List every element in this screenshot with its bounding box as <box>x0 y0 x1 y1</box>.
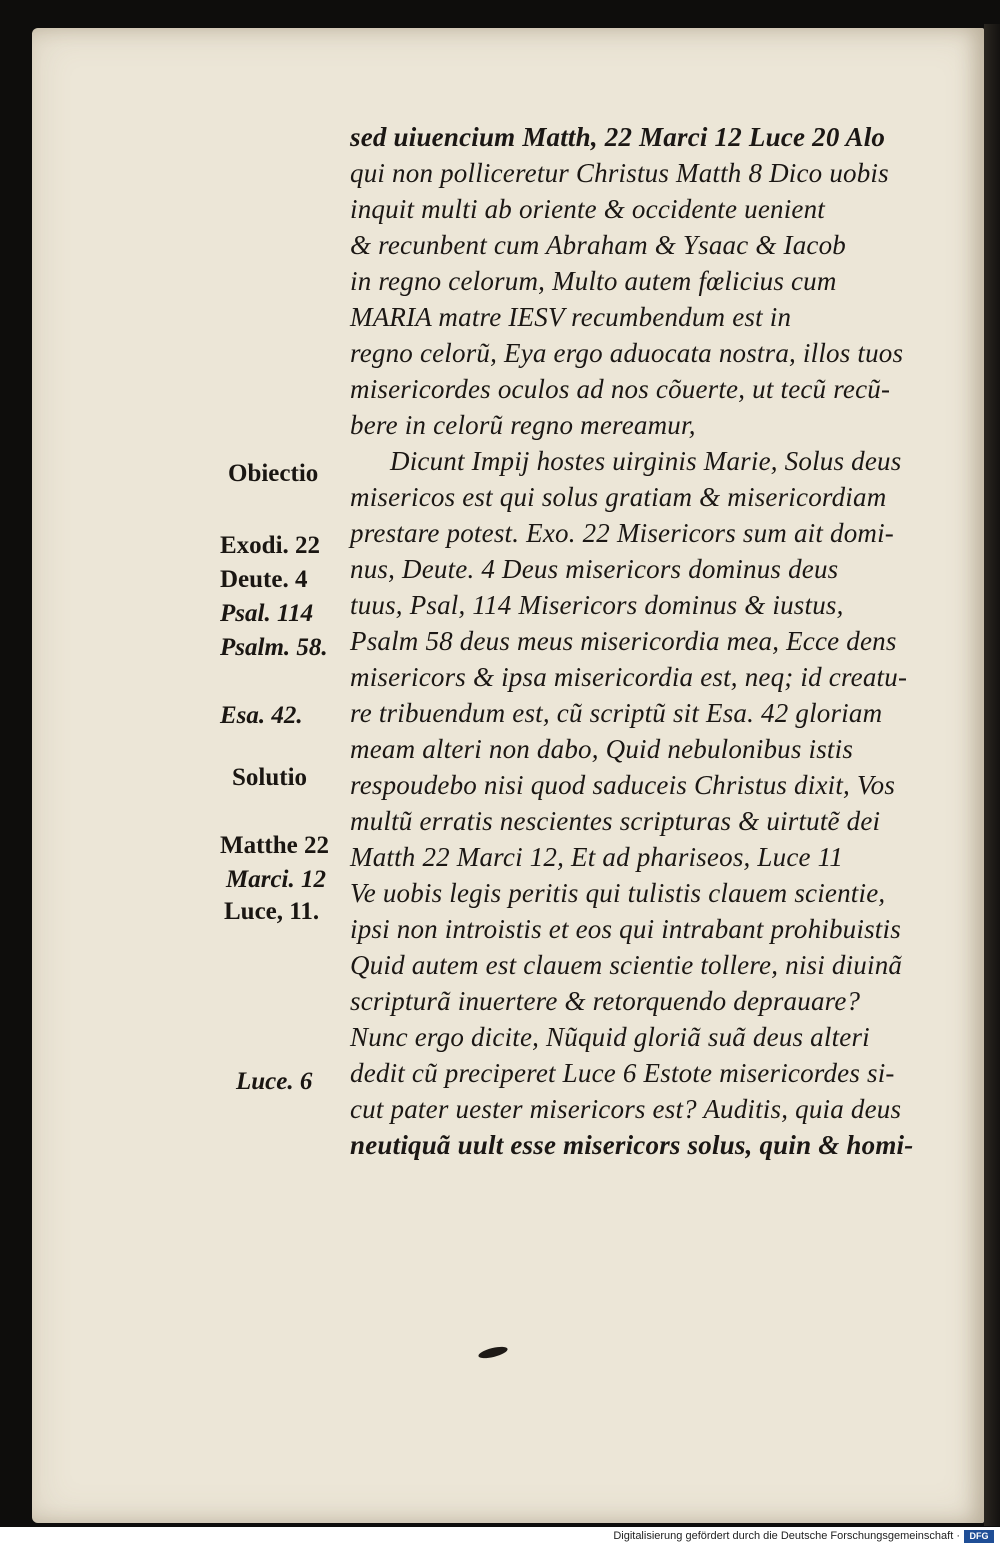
text-line: Psalm 58 deus meus misericordia mea, Ecce dens <box>350 626 897 656</box>
text-line: bere in celorũ regno mereamur, <box>350 410 696 440</box>
text-line: qui non polliceretur Christus Matth 8 Dico uobis <box>350 158 889 188</box>
margin-note: Exodi. 22 <box>220 532 321 559</box>
margin-note: Marci. 12 <box>226 866 326 893</box>
text-line: MARIA matre IESV recumbendum est in <box>350 302 792 332</box>
text-line: multũ erratis nescientes scripturas & uirtutẽ dei <box>350 806 881 836</box>
text-line: sed uiuencium Matth, 22 Marci 12 Luce 20 Alo <box>350 122 886 152</box>
book-edge <box>984 24 1000 1526</box>
text-line: cut pater uester misericors est? Auditis, quia deus <box>350 1094 902 1124</box>
text-line: misericordes oculos ad nos cõuerte, ut tecũ recũ- <box>350 374 891 404</box>
footer-credit: Digitalisierung gefördert durch die Deutsche Forschungsgemeinschaft · <box>613 1530 960 1542</box>
text-line: meam alteri non dabo, Quid nebulonibus istis <box>350 734 854 764</box>
text-line: Matth 22 Marci 12, Et ad phariseos, Luce 11 <box>350 842 844 872</box>
text-line: Quid autem est clauem scientie tollere, nisi diuinã <box>350 950 903 980</box>
text-line: prestare potest. Exo. 22 Misericors sum ait domi- <box>350 518 894 548</box>
margin-note: Deute. 4 <box>220 566 308 593</box>
text-line: misericors & ipsa misericordia est, neq; id creatu- <box>350 662 908 692</box>
text-line: ipsi non introistis et eos qui intrabant prohibuistis <box>350 914 901 944</box>
margin-note: Psalm. 58. <box>220 634 328 661</box>
footer <box>0 1527 1000 1547</box>
text-line: nus, Deute. 4 Deus misericors dominus deus <box>350 554 839 584</box>
dfg-logo-icon: DFG <box>964 1530 994 1543</box>
text-line: respoudebo nisi quod saduceis Christus dixit, Vos <box>350 770 896 800</box>
text-line: & recunbent cum Abraham & Ysaac & Iacob <box>350 230 846 260</box>
text-line: misericos est qui solus gratiam & misericordiam <box>350 482 887 512</box>
text-line: dedit cũ preciperet Luce 6 Estote misericordes si- <box>350 1058 895 1088</box>
text-line: regno celorũ, Eya ergo aduocata nostra, illos tuos <box>350 338 904 368</box>
text-line: tuus, Psal, 114 Misericors dominus & iustus, <box>350 590 844 620</box>
text-line: re tribuendum est, cũ scriptũ sit Esa. 42 gloriam <box>350 698 883 728</box>
margin-note: Esa. 42. <box>220 702 303 729</box>
margin-note: Luce, 11. <box>224 898 320 925</box>
margin-note: Obiectio <box>228 460 319 487</box>
text-line: in regno celorum, Multo autem fœlicius cum <box>350 266 837 296</box>
margin-note: Matthe 22 <box>220 832 329 859</box>
margin-note: Luce. 6 <box>236 1068 313 1095</box>
text-line: Dicunt Impij hostes uirginis Marie, Solus deus <box>390 446 902 476</box>
text-line: Nunc ergo dicite, Nũquid gloriã suã deus alteri <box>350 1022 870 1052</box>
margin-note: Psal. 114 <box>220 600 314 627</box>
margin-note: Solutio <box>232 764 308 791</box>
text-line: Ve uobis legis peritis qui tulistis clauem scientie, <box>350 878 886 908</box>
text-line: scripturã inuertere & retorquendo deprauare? <box>350 986 861 1016</box>
text-line: neutiquã uult esse misericors solus, quin & homi- <box>350 1130 914 1160</box>
text-line: inquit multi ab oriente & occidente uenient <box>350 194 825 224</box>
